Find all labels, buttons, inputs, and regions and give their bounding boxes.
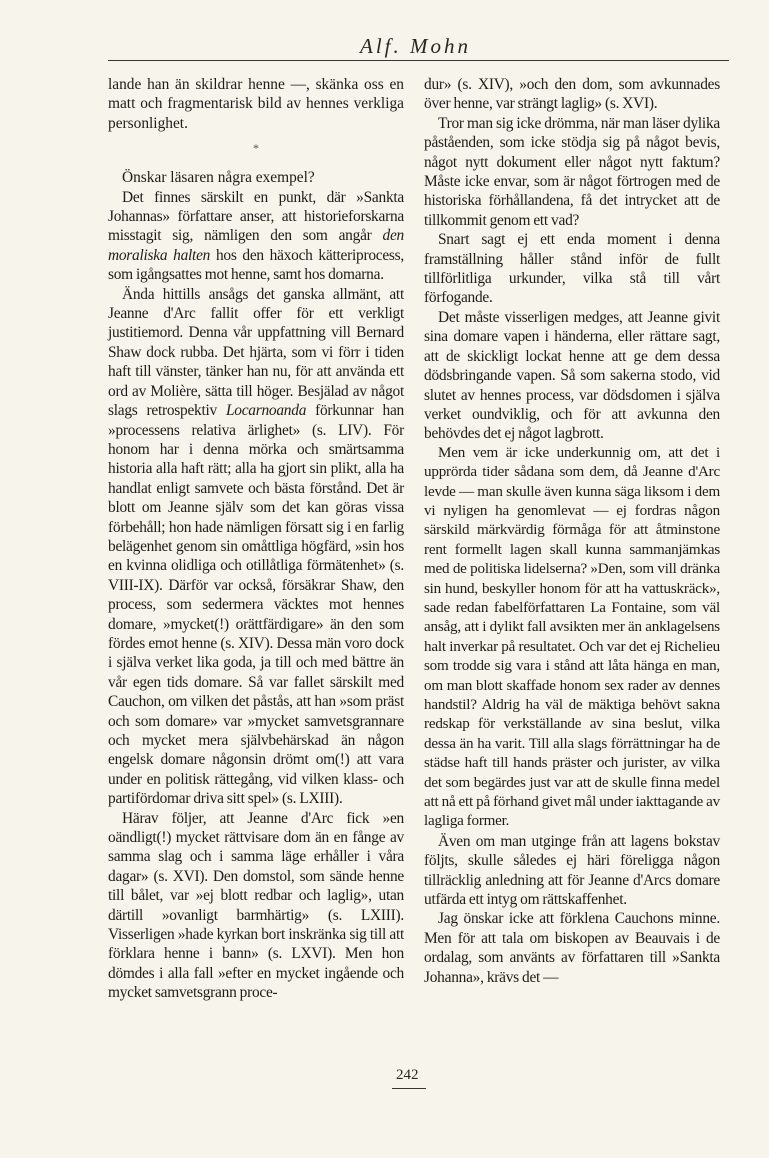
page-number-rule [392, 1088, 426, 1089]
section-separator: * [253, 141, 259, 156]
running-header [108, 30, 729, 61]
header-author-title: Alf. Mohn [360, 34, 471, 58]
paragraph: Det finnes särskilt en punkt, där »Sankta Johannas» författare anser, att historieforskarna misstagit sig, nämligen den som angår den moraliska halten hos den häxoch kätteriprocess, som igångsattes mot henne, samt hos domarna. [108, 188, 404, 284]
paragraph: Jag önskar icke att förklena Cauchons minne. Men för att tala om biskopen av Beauvais i de ordalag, som använts av författaren till »Sankta Johanna», krävs det — [424, 910, 720, 986]
paragraph-continuation: dur» (s. XIV), »och den dom, som avkunnades över henne, var strängt laglig» (s. XVI). [424, 76, 720, 113]
paragraph-continuation: lande han än skildrar henne —, skänka oss en matt och fragmentarisk bild av hennes verkliga personlighet. [108, 76, 404, 132]
paragraph: Även om man utginge från att lagens bokstav följts, skulle således ej häri föreligga någon tillräcklig anledning att för Jeanne d'Arcs domare utfärda ett intyg om rättskaffenhet. [424, 832, 720, 909]
page-number: 242 [396, 1067, 419, 1083]
paragraph: Det måste visserligen medges, att Jeanne givit sina domare vapen i händerna, eller rättare sagt, att de skickligt lockat henne att ge dem dessa dödsbringande vapen. Så som sakerna stodo, vid slutet av hennes process, var dödsdomen i själva verket oundviklig, och för att avkunna den behövdes det ej något lagbrott. [424, 308, 720, 443]
emphasis-text: den moraliska halten [108, 227, 404, 264]
paragraph: Tror man sig icke drömma, när man läser dylika påståenden, som icke stödja sig på något bevis, något nytt dokument eller något nytt faktum? Måste icke envar, som är något förtrogen med de historiska förhållandena, få det intrycket att de tillkommit genom ett vad? [424, 114, 720, 229]
emphasis-text: Locarnoanda [225, 402, 307, 420]
paragraph: Snart sagt ej ett enda moment i denna framställning håller stånd inför de fullt tillförlitliga urkunder, vilka stå till vårt förfogande. [424, 231, 720, 307]
paragraph: Önskar läsaren några exempel? [122, 169, 315, 187]
paragraph: Ända hittills ansågs det ganska allmänt, att Jeanne d'Arc fallit offer för ett verkligt justitiemord. Denna vår uppfattning vill Bernard Shaw dock rubba. Det hjärta, som vi förr i tiden haft till vänster, tänker han nu, för att använda ett ord av Molière, sätta till höger. Besjälad av något slags retrospektiv Locarnoanda förkunnar han »processens relativa ärlighet» (s. LIV). För honom har i denna mörka och smärtsamma historia alla haft rätt; alla ha gjort sin plikt, alla ha handlat enligt samvete och bästa förstånd. Det är blott om Jeanne själv som det kan göras vissa förbehåll; hon hade nämligen försatt sig i en farlig belägenhet genom sin omåttliga högfärd, »sin hos en kvinna olidliga och otillåtliga förmätenhet» (s. VIII-IX). Därför var också, försäkrar Shaw, den process, som sedermera väcktes mot hennes domare, »mycket(!) orättfärdigare» än den som fördes emot henne (s. XIV). Dessa män voro dock i själva verket lika goda, ja till och med bättre än vår egen tids domare. Så var fallet särskilt med Cauchon, om vilken det påstås, att han »som präst och som domare» var »mycket samvetsgrannare och mycket mera självbehärskad än någon engelsk domare någonsin drömt om(!) att vara under en politisk rättegång, vid vilken klass- och partifördomar driva sitt spel» (s. LXIII). [108, 285, 404, 808]
paragraph: Men vem är icke underkunnig om, att det i upprörda tider sådana som dem, då Jeanne d'Arc levde — man skulle även kunna säga liksom i dem vi nyligen ha genomlevat — ej fordras någon särskild märkvärdig förmåga för att åtminstone rent formellt lagen skall kunna sammanjämkas med de politiska lidelserna? »Den, som vill dränka sin hund, beskyller honom för att ha vattuskräck», sade redan fabelförfattaren La Fontaine, som väl ansåg, att i dylikt fall avsikten mer än anklagelsens halt inverkar på resultatet. Och var det ej Richelieu som trodde sig vara i stånd att låta hänga en man, om man blott skaffade honom sex rader av dennes handstil? Aldrig ha väl de mäktiga behövt sakna redskap för verkställande av sina beslut, vilka dessa än ha varit. Till alla slags förrättningar ha de städse haft till hands präster och jurister, av vilka det som begärdes just var att de skulle finna medel att nå ett på förhand givet mål under iakttagande av lagliga former. [424, 444, 720, 830]
right-column [424, 75, 720, 987]
left-column [108, 75, 404, 1003]
paragraph: Härav följer, att Jeanne d'Arc fick »en oändligt(!) mycket rättvisare dom än en fånge av samma slag och i samma läge erhåller i våra dagar» (s. XVI). Den domstol, som sände henne till bålet, var »ej blott redbar och laglig», utan därtill »ovanligt barmhärtig» (s. LXIII). Visserligen »hade kyrkan bort inskränka sig till att förklara henne i bann» (s. LXVI). Men hon dömdes i alla fall »efter en mycket ingående och mycket samvetsgrann proce- [108, 809, 404, 1002]
